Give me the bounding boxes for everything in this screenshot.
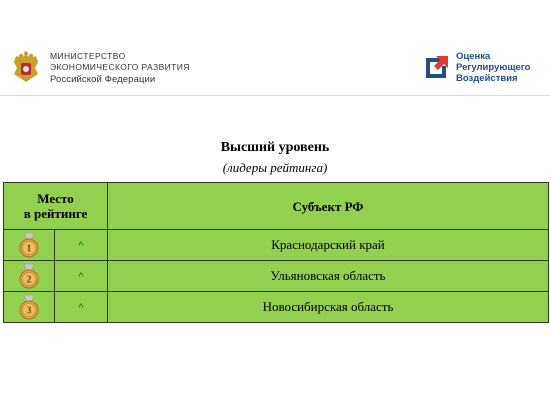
medal-place-number: 1 [26, 243, 32, 255]
orv-line-2: Регулирующего [456, 62, 531, 73]
medal-icon [15, 231, 43, 259]
ministry-logo-block [8, 50, 190, 86]
ministry-line-2: ЭКОНОМИЧЕСКОГО РАЗВИТИЯ [50, 62, 190, 73]
ministry-name [50, 51, 190, 86]
table-row [4, 292, 549, 323]
page-title: Высший уровень [220, 140, 330, 155]
table-row [4, 230, 549, 261]
ministry-line-3: Российской Федерации [50, 73, 156, 85]
header-subject: Субъект РФ [108, 183, 549, 230]
orv-line-3: Воздействия [456, 73, 518, 84]
trend-cell [55, 261, 108, 292]
page-subtitle: (лидеры рейтинга) [222, 160, 328, 175]
trend-up-icon: ^ [78, 271, 84, 283]
trend-cell [55, 292, 108, 323]
place-medal-cell [4, 292, 55, 323]
trend-up-icon: ^ [78, 240, 84, 252]
subject-name: Новосибирская область [108, 292, 549, 323]
orv-line-1: Оценка [456, 51, 491, 62]
trend-up-icon: ^ [78, 302, 84, 314]
coat-of-arms-icon [8, 50, 44, 86]
orv-logo-block [420, 51, 530, 84]
trend-cell [55, 230, 108, 261]
table-row [4, 261, 549, 292]
orv-logo-icon [420, 52, 452, 84]
place-medal-cell [4, 261, 55, 292]
rating-table [3, 182, 549, 323]
medal-icon [15, 262, 43, 290]
medal-icon [15, 293, 43, 321]
subject-name: Ульяновская область [108, 261, 549, 292]
medal-place-number: 3 [26, 305, 32, 317]
header-place [4, 183, 108, 230]
page-header [0, 0, 550, 96]
place-medal-cell [4, 230, 55, 261]
header-place-line-1: Место [37, 191, 74, 206]
subject-name: Краснодарский край [108, 230, 549, 261]
ministry-line-1: МИНИСТЕРСТВО [50, 50, 126, 61]
header-place-line-2: в рейтинге [23, 206, 88, 221]
orv-name [456, 51, 530, 84]
table-header-row [4, 183, 549, 230]
medal-place-number: 2 [26, 274, 32, 286]
